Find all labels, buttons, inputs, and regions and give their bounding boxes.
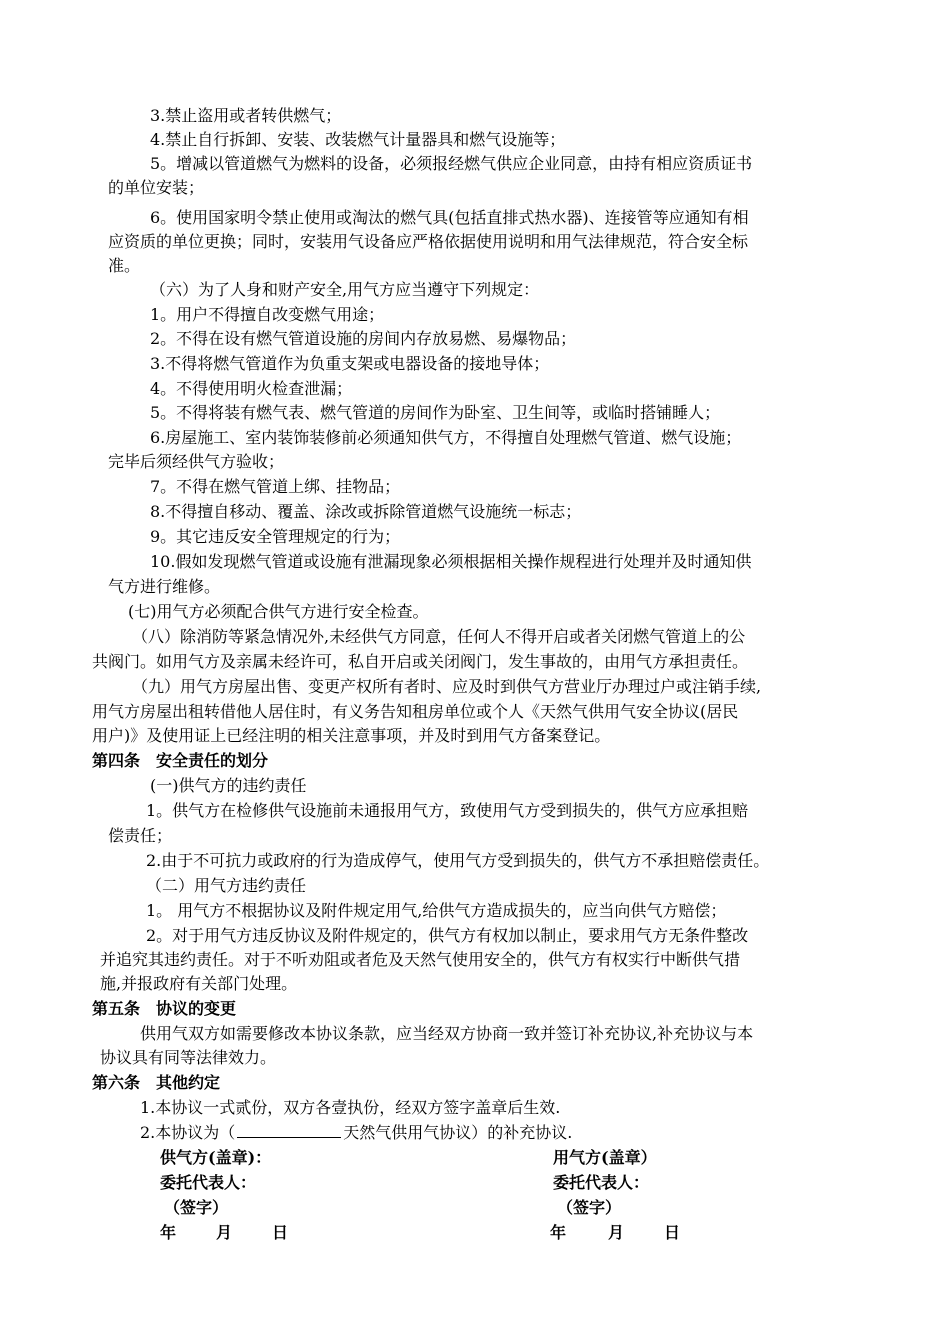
text-line: （九）用气方房屋出售、变更产权所有者时、应及时到供气方营业厅办理过户或注销手续, (132, 677, 762, 696)
text-line: (七)用气方必须配合供气方进行安全检查。 (128, 602, 429, 621)
text-line: 用户)》及使用证上已经注明的相关注意事项，并及时到用气方备案登记。 (92, 726, 611, 745)
text-fragment: 天然气供用气协议）的补充协议. (343, 1123, 573, 1142)
text-line: 2。对于用气方违反协议及附件规定的，供气方有权加以制止，要求用气方无条件整改 (146, 926, 749, 945)
text-line: 准。 (108, 256, 141, 275)
article-heading: 第六条 其他约定 (92, 1073, 221, 1092)
text-line: 8.不得擅自移动、覆盖、涂改或拆除管道燃气设施统一标志； (150, 502, 582, 521)
subsection-heading: （六）为了人身和财产安全,用气方应当遵守下列规定： (150, 280, 540, 299)
article-heading: 第四条 安全责任的划分 (92, 751, 269, 770)
text-line: 10.假如发现燃气管道或设施有泄漏现象必须根据相关操作规程进行处理并及时通知供 (150, 552, 752, 571)
supplier-date-day: 日 (272, 1223, 289, 1242)
text-line-with-blank (140, 1121, 572, 1145)
text-line: 1。供气方在检修供气设施前未通报用气方，致使用气方受到损失的，供气方应承担赔 (146, 801, 749, 820)
subsection-heading: (一)供气方的违约责任 (150, 776, 307, 795)
supplier-date-month: 月 (216, 1223, 233, 1242)
supplier-seal-label: 供气方(盖章)： (160, 1148, 272, 1167)
user-seal-label: 用气方(盖章） (553, 1148, 657, 1167)
user-representative-label: 委托代表人： (553, 1173, 650, 1192)
article-heading: 第五条 协议的变更 (92, 999, 237, 1018)
supplier-representative-label: 委托代表人： (160, 1173, 257, 1192)
subsection-heading: （二）用气方违约责任 (146, 876, 307, 895)
text-line: 9。其它违反安全管理规定的行为； (150, 527, 401, 546)
text-line: 7。不得在燃气管道上绑、挂物品； (150, 477, 401, 496)
text-line: 3.不得将燃气管道作为负重支架或电器设备的接地导体； (150, 354, 550, 373)
text-line: 施,并报政府有关部门处理。 (100, 974, 298, 993)
text-fragment: 2.本协议为（ (140, 1123, 236, 1142)
text-line: 协议具有同等法律效力。 (100, 1048, 277, 1067)
text-line: 6.房屋施工、室内装饰装修前必须通知供气方，不得擅自处理燃气管道、燃气设施； (150, 428, 742, 447)
text-line: 用气方房屋出租转借他人居住时，有义务告知租房单位或个人《天然气供用气安全协议(居民 (92, 702, 739, 721)
text-line: 并追究其违约责任。对于不听劝阻或者危及天然气使用安全的，供气方有权实行中断供气措 (100, 950, 741, 969)
user-sign-label: （签字） (557, 1198, 622, 1217)
text-line: 共阀门。如用气方及亲属未经许可，私自开启或关闭阀门，发生事故的，由用气方承担责任。 (92, 652, 749, 671)
text-line: 4。不得使用明火检查泄漏； (150, 379, 353, 398)
text-line: 3.禁止盗用或者转供燃气； (150, 106, 342, 125)
supplier-date-year: 年 (160, 1223, 177, 1242)
user-date-year: 年 (550, 1223, 567, 1242)
text-line: 2.由于不可抗力或政府的行为造成停气，使用气方受到损失的，供气方不承担赔偿责任。 (146, 851, 770, 870)
text-line: 1。用户不得擅自改变燃气用途； (150, 305, 385, 324)
text-line: 6。使用国家明令禁止使用或淘汰的燃气具(包括直排式热水器)、连接管等应通知有相 (150, 208, 749, 227)
text-line: 应资质的单位更换；同时，安装用气设备应严格依据使用说明和用气法律规范，符合安全标 (108, 232, 749, 251)
text-line: 5。不得将装有燃气表、燃气管道的房间作为卧室、卫生间等，或临时搭铺睡人； (150, 403, 721, 422)
text-line: 供用气双方如需要修改本协议条款，应当经双方协商一致并签订补充协议,补充协议与本 (140, 1024, 754, 1043)
text-line: 5。增减以管道燃气为燃料的设备，必须报经燃气供应企业同意，由持有相应资质证书 (150, 154, 753, 173)
text-line: 4.禁止自行拆卸、安装、改装燃气计量器具和燃气设施等； (150, 130, 566, 149)
text-line: 2。不得在设有燃气管道设施的房间内存放易燃、易爆物品； (150, 329, 577, 348)
text-line: （八）除消防等紧急情况外,未经供气方同意，任何人不得开启或者关闭燃气管道上的公 (132, 627, 746, 646)
user-date-month: 月 (608, 1223, 625, 1242)
blank-underline (237, 1123, 341, 1138)
text-line: 1.本协议一式贰份，双方各壹执份，经双方签字盖章后生效. (140, 1098, 561, 1117)
text-line: 的单位安装； (108, 178, 205, 197)
user-date-day: 日 (664, 1223, 681, 1242)
text-line: 偿责任； (108, 826, 173, 845)
text-line: 完毕后须经供气方验收； (108, 452, 285, 471)
text-line: 气方进行维修。 (108, 577, 221, 596)
supplier-sign-label: （签字） (164, 1198, 229, 1217)
text-line: 1。 用气方不根据协议及附件规定用气,给供气方造成损失的，应当向供气方赔偿； (146, 901, 727, 920)
